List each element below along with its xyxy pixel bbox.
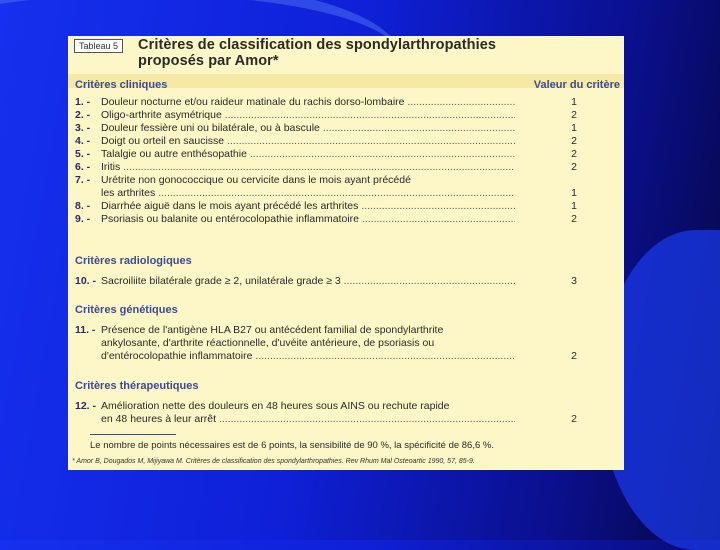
criterion-row [75,275,620,288]
criterion-value: 2 [571,135,577,147]
criteria-list [75,96,620,226]
criterion-row-continuation [75,350,620,363]
criterion-text: Talalgie ou autre enthésopathie ..... [101,148,515,161]
criterion-number: 6. - [75,161,91,173]
criterion-value: 2 [571,148,577,160]
criterion-text: Douleur nocturne et/ou raideur matinale du rachis dorso-lombaire ..... [101,96,515,109]
title-line-1: Critères de classification des spondylarthropathies [138,37,497,53]
criterion-value: 1 [571,187,577,199]
criterion-value: 1 [571,200,577,212]
criterion-text: Doigt ou orteil en saucisse ..... [101,135,515,148]
criterion-text-continuation: en 48 heures à leur arrêt ..... [101,413,515,426]
criterion-value: 2 [571,109,577,121]
criterion-row-continuation [75,413,620,426]
criterion-row [75,148,620,161]
criterion-row [75,213,620,226]
criterion-text-continuation: d'entérocolopathie inflammatoire ..... [101,350,515,363]
genetic-list [75,324,620,363]
criterion-row [75,96,620,109]
criterion-number: 1. - [75,96,91,108]
criterion-row [75,324,620,337]
criterion-text: Psoriasis ou balanite ou entérocolopathie inflammatoire ..... [101,213,515,226]
criterion-row [75,400,620,413]
criterion-value: 2 [571,213,577,225]
criterion-value: 3 [571,275,577,287]
criterion-value: 2 [571,161,577,173]
table-footnote: Le nombre de points nécessaires est de 6 points, la sensibilité de 90 %, la spécificité de 86,6 %. [90,440,494,451]
criterion-value: 1 [571,122,577,134]
criterion-number: 2. - [75,109,91,121]
criterion-row [75,161,620,174]
table-header [68,36,624,72]
criterion-number: 9. - [75,213,91,225]
criterion-number: 3. - [75,122,91,134]
slide-image [68,36,624,470]
criterion-row [75,174,620,187]
criterion-value: 2 [571,350,577,362]
criterion-text: Iritis ..... [101,161,515,174]
criterion-text: Présence de l'antigène HLA B27 ou antécédent familial de spondylarthrite [101,324,444,336]
criterion-number: 4. - [75,135,91,147]
criterion-text: Amélioration nette des douleurs en 48 heures sous AINS ou rechute rapide [101,400,450,412]
criterion-row-continuation [75,187,620,200]
genetic-criteria-heading: Critères génétiques [75,304,178,316]
criterion-text: Douleur fessière uni ou bilatérale, ou à bascule ..... [101,122,515,135]
criterion-number: 12. - [75,400,97,412]
therapeutic-list [75,400,620,426]
table-title [138,37,496,69]
criterion-value: 1 [571,96,577,108]
footnote-divider [90,434,176,435]
criterion-text: Sacroiliite bilatérale grade ≥ 2, unilatérale grade ≥ 3 ..... [101,275,515,288]
table-number-badge: Tableau 5 [74,39,123,53]
criterion-number: 8. - [75,200,91,212]
criterion-text: Oligo-arthrite asymétrique ..... [101,109,515,122]
criterion-row [75,200,620,213]
criterion-row [75,109,620,122]
criterion-number: 7. - [75,174,91,186]
clinical-criteria-heading: Critères cliniques [75,79,168,91]
radiological-criteria-heading: Critères radiologiques [75,255,192,267]
criterion-number: 11. - [75,324,96,336]
criterion-value-heading: Valeur du critère [533,79,620,91]
criterion-number: 10. - [75,275,97,287]
table-reference: * Amor B, Dougados M, Mijiyawa M. Critères de classification des spondylarthropathies. Rev Rhum Mal Osteoartic 1990, 57, 85-9. [72,458,475,465]
title-line-2: proposés par Amor* [138,53,279,69]
criterion-text-continuation: ankylosante, d'arthrite réactionnelle, d'uvéite antérieure, de psoriasis ou [101,337,435,349]
criterion-row [75,135,620,148]
criterion-row [75,122,620,135]
criterion-text: Urétrite non gonococcique ou cervicite dans le mois ayant précédé [101,174,411,186]
criterion-value: 2 [571,413,577,425]
criterion-text-continuation: les arthrites ..... [101,187,515,200]
criterion-text: Diarrhée aiguë dans le mois ayant précédé les arthrites ..... [101,200,515,213]
criterion-number: 5. - [75,148,91,160]
therapeutic-criteria-heading: Critères thérapeutiques [75,380,199,392]
radiological-list [75,275,620,288]
